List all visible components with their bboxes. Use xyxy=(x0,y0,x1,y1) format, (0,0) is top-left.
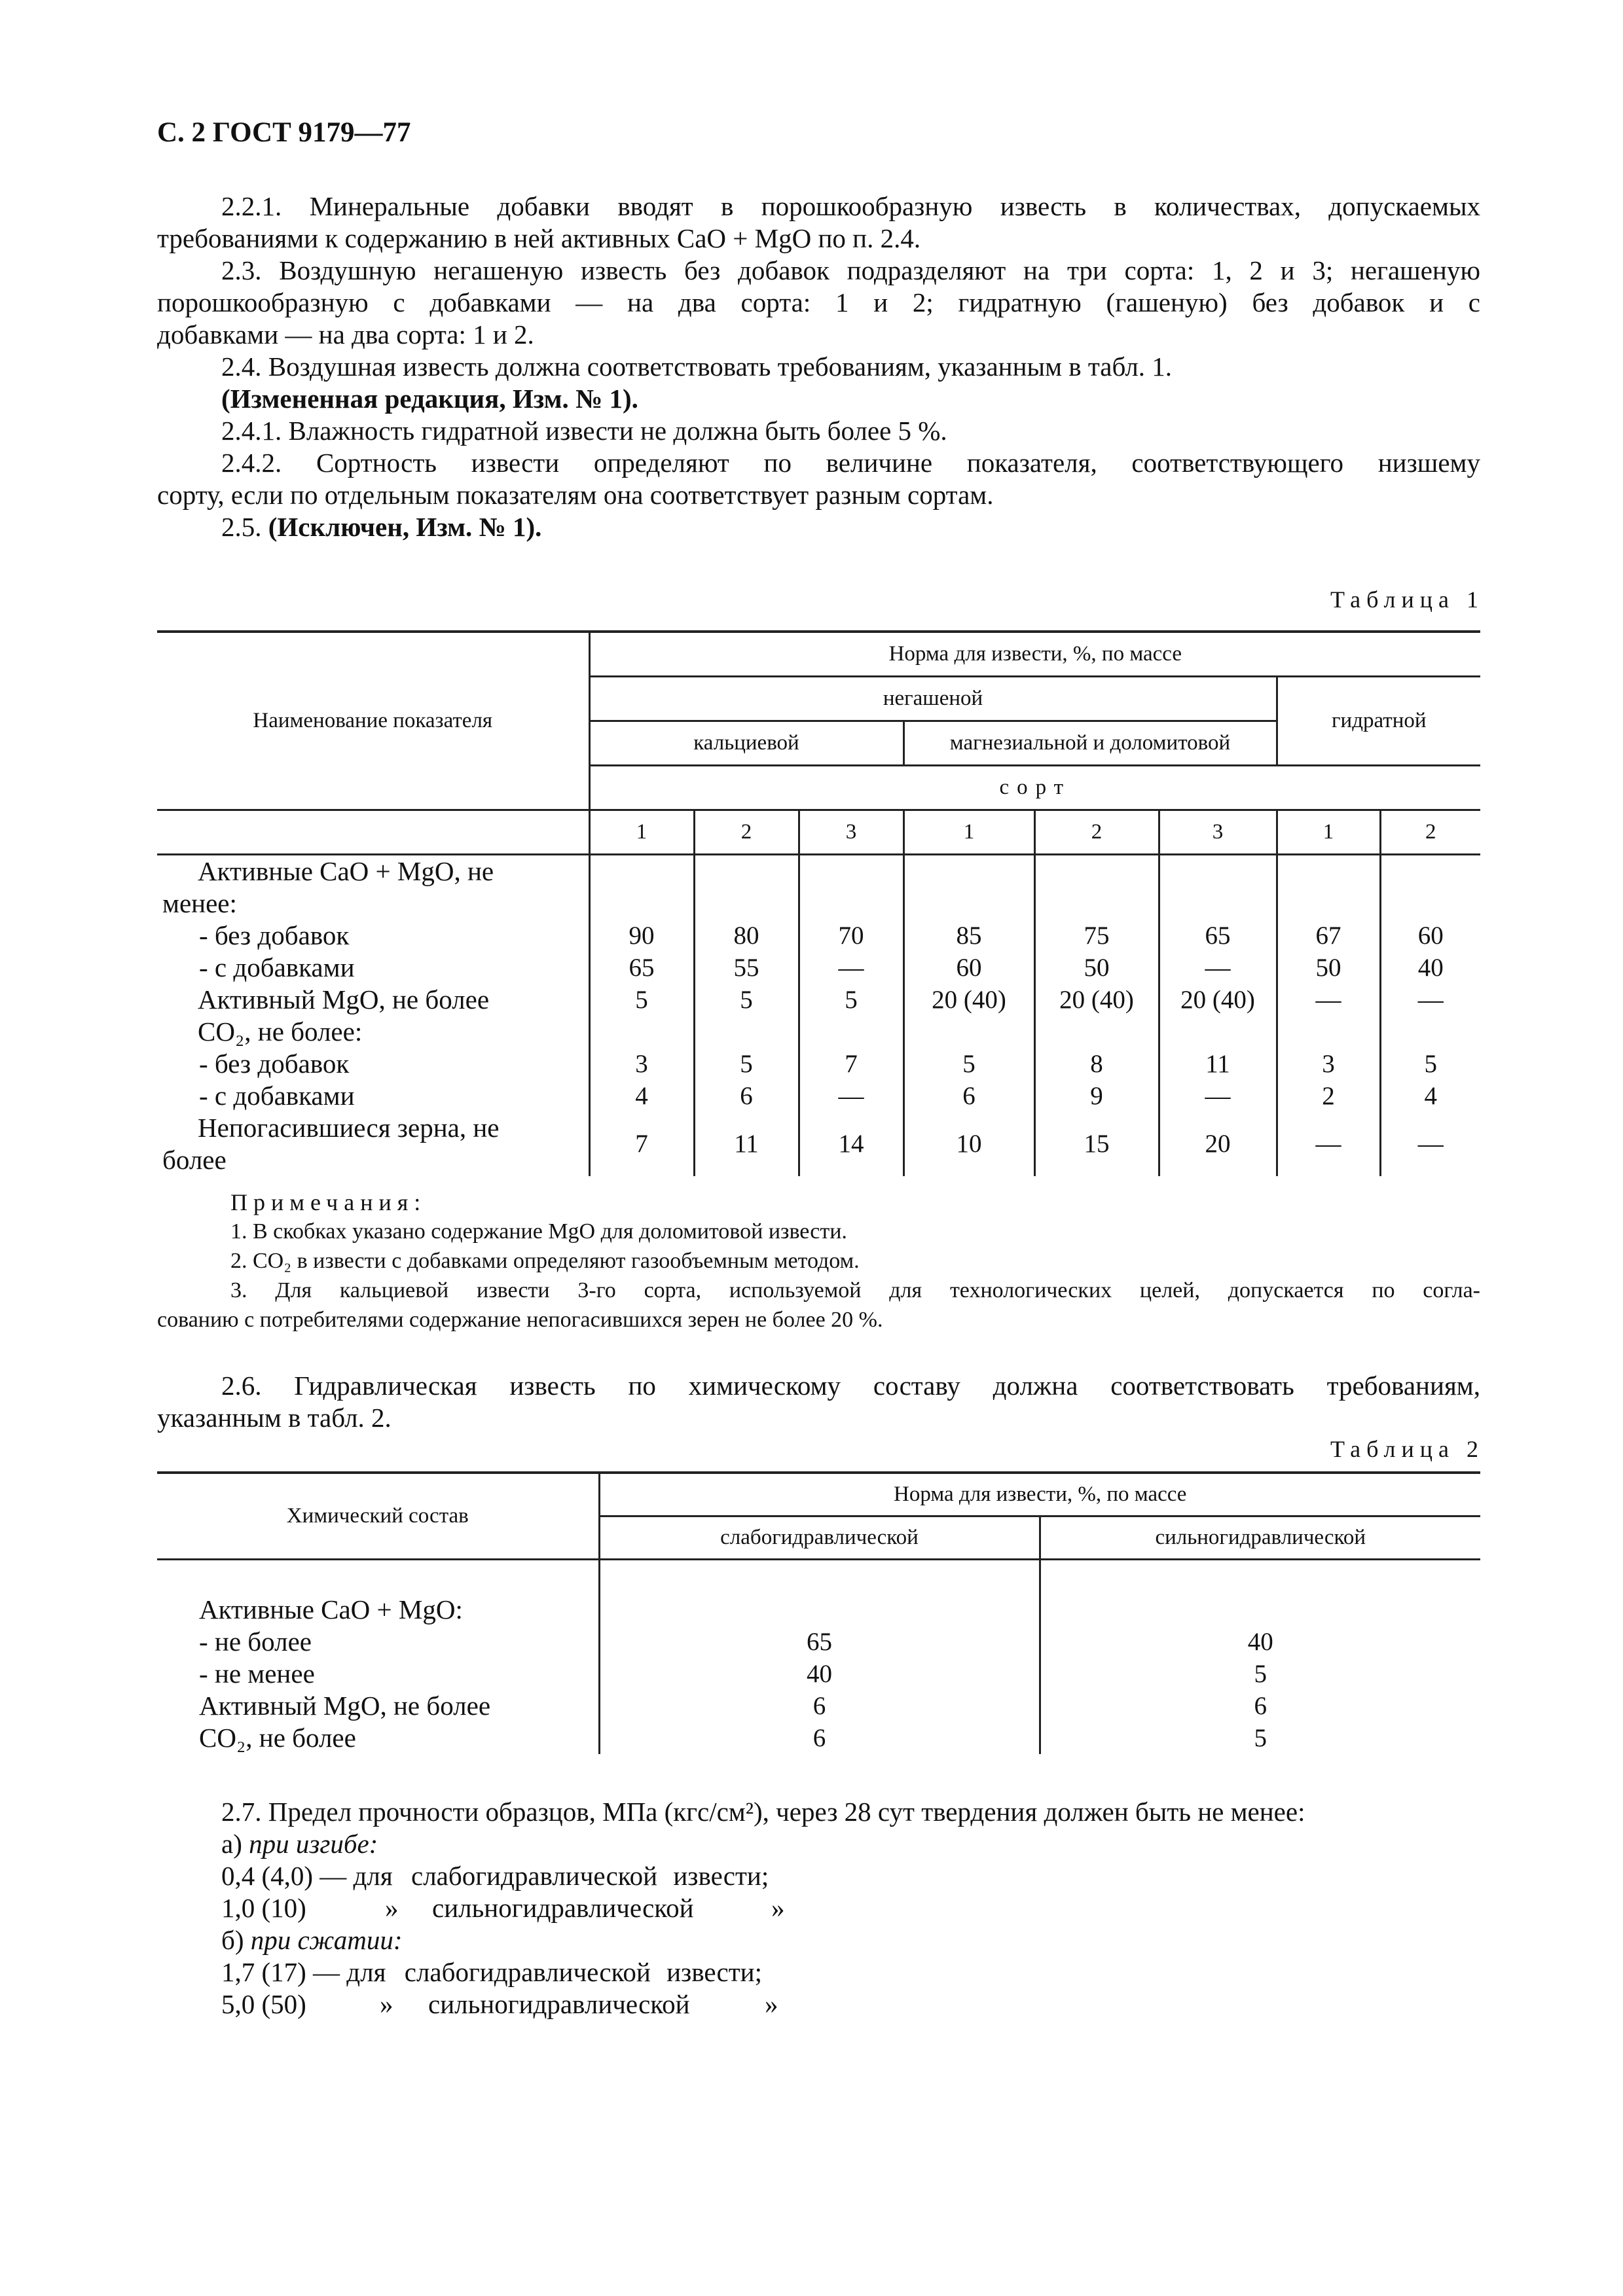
table1-row-label: - без добавок xyxy=(157,920,589,952)
table1-cell: 11 xyxy=(1159,1048,1277,1080)
table1-cell: — xyxy=(1277,1112,1380,1176)
table2-cell: 5 xyxy=(1254,1660,1267,1688)
table1-cell: 11 xyxy=(694,1112,799,1176)
table1-row-label: Активный MgO, не более xyxy=(157,984,589,1016)
table1-cell: 20 xyxy=(1159,1112,1277,1176)
note-1: 1. В скобках указано содержание MgO для доломитовой извести. xyxy=(230,1219,847,1244)
table1-cell: 5 xyxy=(1424,1049,1438,1078)
table1-cell: 9 xyxy=(1034,1080,1159,1112)
table1-cell: 80 xyxy=(694,920,799,952)
table1-cell: 20 (40) xyxy=(1034,984,1159,1016)
table1-caption: Таблица 1 xyxy=(1330,586,1484,613)
paragraph-2-7-a1: 0,4 (4,0) — для слабогидравлической извести; xyxy=(221,1861,769,1891)
table1-cell: 65 xyxy=(1159,920,1277,952)
table1-grade-cell: 1 xyxy=(589,810,694,854)
paragraph-2-3-line3: добавками — на два сорта: 1 и 2. xyxy=(157,319,534,350)
note-2: 2. CO₂ в извести с добавками определяют газообъемным методом. xyxy=(230,1249,860,1273)
table1-row-label: - с добавками xyxy=(157,952,589,984)
table1-cell: 40 xyxy=(1417,953,1444,982)
table1-cell: 6 xyxy=(903,1080,1034,1112)
table1-cell: 6 xyxy=(694,1080,799,1112)
table1-cell: — xyxy=(799,1080,903,1112)
table2-header-strong: сильногидравлической xyxy=(1040,1516,1480,1559)
table1-cell: 5 xyxy=(694,1048,799,1080)
paragraph-2-6-line1: 2.6. Гидравлическая известь по химическому составу должна соответствовать требованиям, xyxy=(221,1371,1480,1401)
notes-title: Примечания: xyxy=(230,1189,427,1215)
table1-grade-cell: 1 xyxy=(903,810,1034,854)
table1-cell: 3 xyxy=(589,1048,694,1080)
table2-cell: 40 xyxy=(599,1658,1040,1690)
table2-row-label: - не более xyxy=(157,1626,599,1658)
table2-cell: 6 xyxy=(1254,1692,1267,1720)
table1-row-label: Активные CaO + MgO, не менее: xyxy=(157,854,589,920)
table1-cell: — xyxy=(799,952,903,984)
table1-cell: 3 xyxy=(1277,1048,1380,1080)
paragraph-2-7: 2.7. Предел прочности образцов, МПа (кгс/см²), через 28 сут твердения должен быть не менее: xyxy=(221,1797,1305,1827)
table2-row-label: - не менее xyxy=(157,1658,599,1690)
paragraph-2-5-excluded: (Исключен, Изм. № 1). xyxy=(268,512,542,542)
table1-cell: 75 xyxy=(1034,920,1159,952)
table1-row-label: CO₂, не более: xyxy=(157,1016,589,1048)
table1-cell: 60 xyxy=(903,952,1034,984)
table2-row-label: Активные CaO + MgO: xyxy=(157,1559,599,1626)
paragraph-2-4-edit-note: (Измененная редакция, Изм. № 1). xyxy=(221,384,638,414)
paragraph-2-4-2-line2: сорту, если по отдельным показателям она соответствует разным сортам. xyxy=(157,480,994,510)
item-b-title: при сжатии: xyxy=(250,1925,403,1955)
table1-cell: 85 xyxy=(903,920,1034,952)
table1-cell: 50 xyxy=(1277,952,1380,984)
table1-cell: — xyxy=(1159,1080,1277,1112)
table2-row-label: CO₂, не более xyxy=(157,1722,599,1754)
paragraph-2-2-1-line2: требованиями к содержанию в ней активных CaO + MgO по п. 2.4. xyxy=(157,223,921,253)
table1-header-magnesial: магнезиальной и доломитовой xyxy=(903,721,1277,765)
paragraph-2-7-b xyxy=(221,1924,403,1956)
table2-row-label: Активный MgO, не более xyxy=(157,1690,599,1722)
note-3-line2: сованию с потребителями содержание непогасившихся зерен не более 20 %. xyxy=(157,1308,883,1332)
table1-grade-cell: 2 xyxy=(1380,810,1480,854)
table2-cell: 5 xyxy=(1254,1724,1267,1752)
table2-cell: 6 xyxy=(599,1690,1040,1722)
table1-cell: 4 xyxy=(589,1080,694,1112)
paragraph-2-7-a xyxy=(221,1828,378,1860)
table1-header-indicator: Наименование показателя xyxy=(157,632,589,810)
table1-cell: 7 xyxy=(589,1112,694,1176)
table1-grade-cell: 1 xyxy=(1277,810,1380,854)
table1-header-unslaked: негашеной xyxy=(589,676,1277,721)
paragraph-2-5 xyxy=(221,511,541,543)
table1-cell: — xyxy=(1159,952,1277,984)
table1-cell: 7 xyxy=(799,1048,903,1080)
paragraph-2-7-b2: 5,0 (50) » сильногидравлической » xyxy=(221,1989,778,2019)
table1-grade-cell: 2 xyxy=(1034,810,1159,854)
table1-cell: 55 xyxy=(694,952,799,984)
table2-cell: 40 xyxy=(1247,1628,1273,1656)
paragraph-2-4-1: 2.4.1. Влажность гидратной извести не должна быть более 5 %. xyxy=(221,416,947,446)
table1-cell: 50 xyxy=(1034,952,1159,984)
paragraph-2-7-b1: 1,7 (17) — для слабогидравлической извести; xyxy=(221,1957,762,1987)
page-header: С. 2 ГОСТ 9179—77 xyxy=(157,117,411,148)
table1-grade-cell: 3 xyxy=(1159,810,1277,854)
table1-header-grade: сорт xyxy=(589,765,1480,810)
table1-header-hydrated: гидратной xyxy=(1277,676,1480,765)
paragraph-2-3-line1: 2.3. Воздушную негашеную известь без добавок подразделяют на три сорта: 1, 2 и 3; негашеную xyxy=(221,255,1480,285)
table1-cell: 20 (40) xyxy=(1159,984,1277,1016)
table1-row-label: - без добавок xyxy=(157,1048,589,1080)
table1-cell: 5 xyxy=(589,984,694,1016)
table1-cell: 60 xyxy=(1417,921,1444,950)
table1-cell: 90 xyxy=(589,920,694,952)
table2-caption: Таблица 2 xyxy=(1330,1436,1484,1462)
table1-cell: — xyxy=(1277,984,1380,1016)
paragraph-2-3-line2: порошкообразную с добавками — на два сорта: 1 и 2; гидратную (гашеную) без добавок и с xyxy=(157,287,1480,317)
table2-header-weak: слабогидравлической xyxy=(599,1516,1040,1559)
table1-cell: 8 xyxy=(1034,1048,1159,1080)
table1-grade-cell: 3 xyxy=(799,810,903,854)
paragraph-2-6-line2: указанным в табл. 2. xyxy=(157,1403,392,1433)
table1 xyxy=(157,630,1480,1176)
paragraph-2-4: 2.4. Воздушная известь должна соответствовать требованиям, указанным в табл. 1. xyxy=(221,351,1173,382)
table1-cell: 70 xyxy=(799,920,903,952)
table1-cell: 67 xyxy=(1277,920,1380,952)
table1-cell: 5 xyxy=(903,1048,1034,1080)
table1-cell: 4 xyxy=(1424,1081,1438,1110)
table1-cell: 5 xyxy=(694,984,799,1016)
table1-grade-cell: 2 xyxy=(694,810,799,854)
item-b-label: б) xyxy=(221,1925,251,1955)
table1-cell: — xyxy=(1417,985,1444,1014)
paragraph-2-7-a2: 1,0 (10) » сильногидравлической » xyxy=(221,1893,785,1923)
note-3-line1: 3. Для кальциевой извести 3-го сорта, используемой для технологических целей, допускается по согла- xyxy=(230,1278,1480,1302)
table1-header-norm: Норма для извести, %, по массе xyxy=(589,632,1480,676)
table2-header-composition: Химический состав xyxy=(157,1473,599,1559)
table1-cell: — xyxy=(1417,1130,1444,1158)
paragraph-2-2-1-line1: 2.2.1. Минеральные добавки вводят в порошкообразную известь в количествах, допускаемых xyxy=(221,191,1480,221)
table2-cell: 65 xyxy=(599,1626,1040,1658)
table1-row-label: Непогасившиеся зерна, не более xyxy=(157,1112,589,1176)
table1-cell: 65 xyxy=(589,952,694,984)
table2 xyxy=(157,1471,1480,1754)
paragraph-2-4-2-line1: 2.4.2. Сортность извести определяют по величине показателя, соответствующего низшему xyxy=(221,448,1480,478)
table2-header-norm: Норма для извести, %, по массе xyxy=(599,1473,1480,1516)
item-a-title: при изгибе: xyxy=(249,1829,378,1859)
table1-cell: 2 xyxy=(1277,1080,1380,1112)
table2-cell: 6 xyxy=(599,1722,1040,1754)
table1-cell: 5 xyxy=(799,984,903,1016)
table1-row-label: - с добавками xyxy=(157,1080,589,1112)
paragraph-2-5-number: 2.5. xyxy=(221,512,262,542)
table1-cell: 14 xyxy=(799,1112,903,1176)
table1-cell: 20 (40) xyxy=(903,984,1034,1016)
item-a-label: а) xyxy=(221,1829,249,1859)
table1-cell: 15 xyxy=(1034,1112,1159,1176)
table1-cell: 10 xyxy=(903,1112,1034,1176)
table1-header-calcium: кальциевой xyxy=(589,721,903,765)
